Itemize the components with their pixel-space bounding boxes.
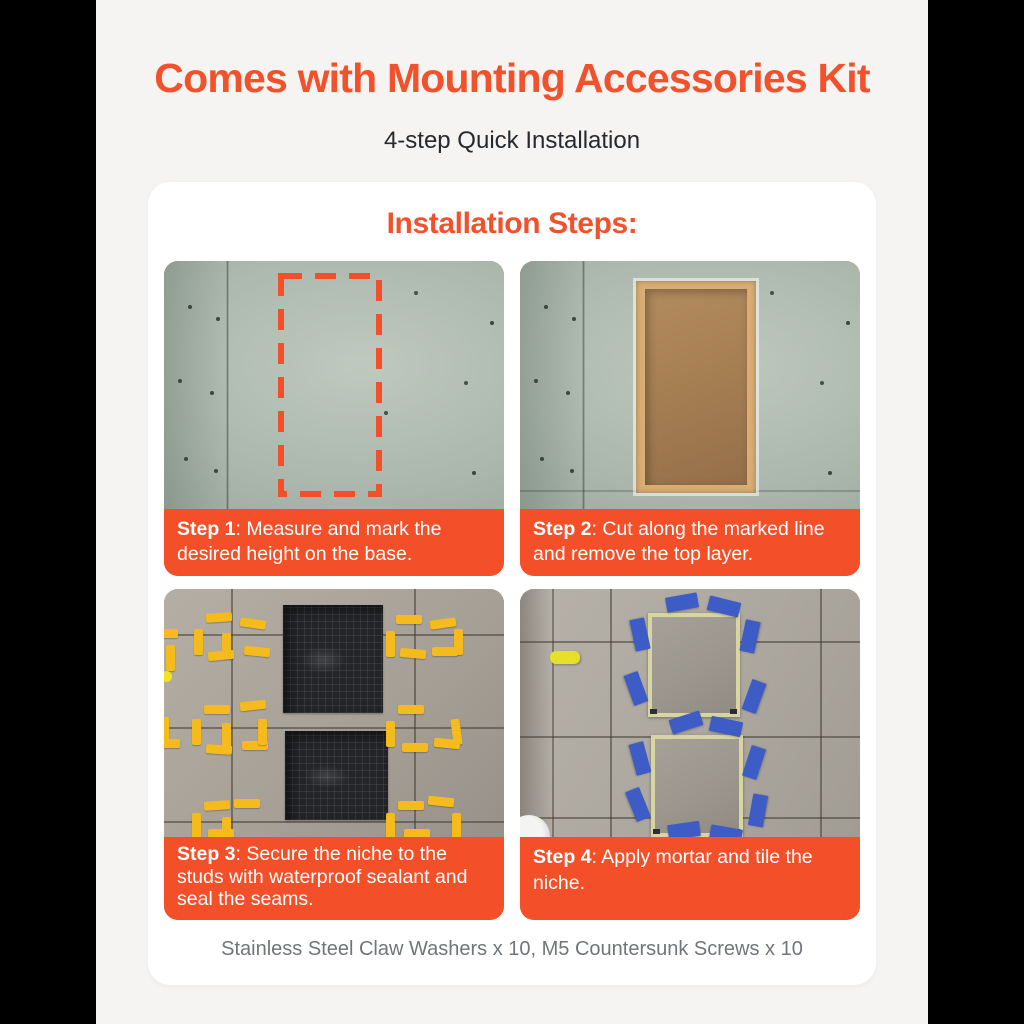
leveling-clip [206, 612, 233, 623]
page-title: Comes with Mounting Accessories Kit [154, 55, 870, 101]
step2-panel [520, 261, 860, 577]
leveling-clip [402, 743, 428, 752]
leveling-clip [194, 629, 203, 655]
leveling-clip [258, 719, 267, 745]
leveling-clip [208, 829, 234, 837]
leveling-clip [192, 813, 201, 837]
leveling-clip [386, 813, 395, 837]
leveling-clip [164, 629, 178, 638]
leveling-clip [240, 700, 267, 712]
leveling-clip [386, 721, 395, 747]
leveling-clip [430, 618, 457, 631]
leveling-clip [206, 744, 233, 755]
leveling-clip [204, 800, 231, 811]
painters-tape [629, 741, 652, 776]
leveling-clip [452, 813, 461, 837]
leveling-clip [234, 799, 260, 808]
leveling-clip [240, 618, 267, 631]
step4-text: : Apply mortar and tile the niche. [533, 846, 813, 894]
yellow-roller-holder [550, 651, 580, 664]
upper-niche-frame [648, 613, 740, 717]
step2-photo [520, 261, 860, 509]
step3-caption [164, 837, 504, 919]
upper-niche-opening [283, 605, 383, 713]
leveling-clip-dot [164, 671, 172, 682]
painters-tape [623, 671, 648, 706]
leveling-clip [400, 648, 427, 659]
frame-corner-clip [650, 709, 657, 714]
leveling-clip [166, 645, 175, 671]
leveling-clip [244, 646, 271, 658]
painters-tape [665, 593, 699, 613]
grout-line [820, 589, 822, 837]
grout-line [231, 589, 233, 837]
step4-label: Step 4 [533, 846, 592, 869]
leveling-clip [398, 705, 424, 714]
leveling-clip [398, 801, 424, 810]
steps-grid [164, 261, 860, 920]
leveling-clip [434, 738, 461, 750]
step4-panel [520, 589, 860, 919]
cut-opening [636, 281, 756, 493]
step1-text: : Measure and mark the desired height on the base. [177, 517, 442, 566]
step1-panel [164, 261, 504, 577]
marked-outline-dashed-rect [278, 273, 382, 499]
leveling-clip [396, 615, 422, 624]
leveling-clip [204, 705, 230, 714]
step1-caption [164, 509, 504, 577]
step2-text: : Cut along the marked line and remove the top layer. [533, 517, 825, 566]
step4-caption [520, 837, 860, 919]
lower-niche-opening [285, 731, 388, 820]
content-area [96, 0, 928, 1024]
painters-tape [742, 745, 766, 780]
page-subtitle: 4-step Quick Installation [383, 127, 641, 155]
step3-panel [164, 589, 504, 919]
grout-line [552, 589, 554, 837]
painters-tape [748, 794, 768, 828]
step3-photo [164, 589, 504, 837]
step3-label: Step 3 [177, 843, 236, 866]
cut-opening-cavity [645, 289, 747, 485]
installation-card [148, 182, 876, 985]
step2-label: Step 2 [533, 517, 592, 540]
step1-label: Step 1 [177, 517, 236, 540]
painters-tape [709, 716, 743, 737]
painters-tape [667, 821, 701, 837]
grout-line [610, 589, 612, 837]
leveling-clip [432, 647, 458, 656]
painters-tape [739, 620, 760, 654]
frame-corner-clip [730, 709, 737, 714]
leveling-clip [192, 719, 201, 745]
step2-caption [520, 509, 860, 577]
leveling-clip [404, 829, 430, 837]
painters-tape [741, 679, 766, 714]
leveling-clip [164, 739, 180, 748]
accessories-note: Stainless Steel Claw Washers x 10, M5 Countersunk Screws x 10 [221, 937, 803, 960]
leveling-clip [428, 796, 455, 808]
card-heading: Installation Steps: [386, 206, 638, 240]
leveling-clip [386, 631, 395, 657]
step1-photo [164, 261, 504, 509]
frame-corner-clip [653, 829, 660, 834]
wall-corner-shading [520, 589, 552, 837]
step3-text: : Secure the niche to the studs with waterproof sealant and seal the seams. [177, 843, 468, 911]
step4-photo [520, 589, 860, 837]
